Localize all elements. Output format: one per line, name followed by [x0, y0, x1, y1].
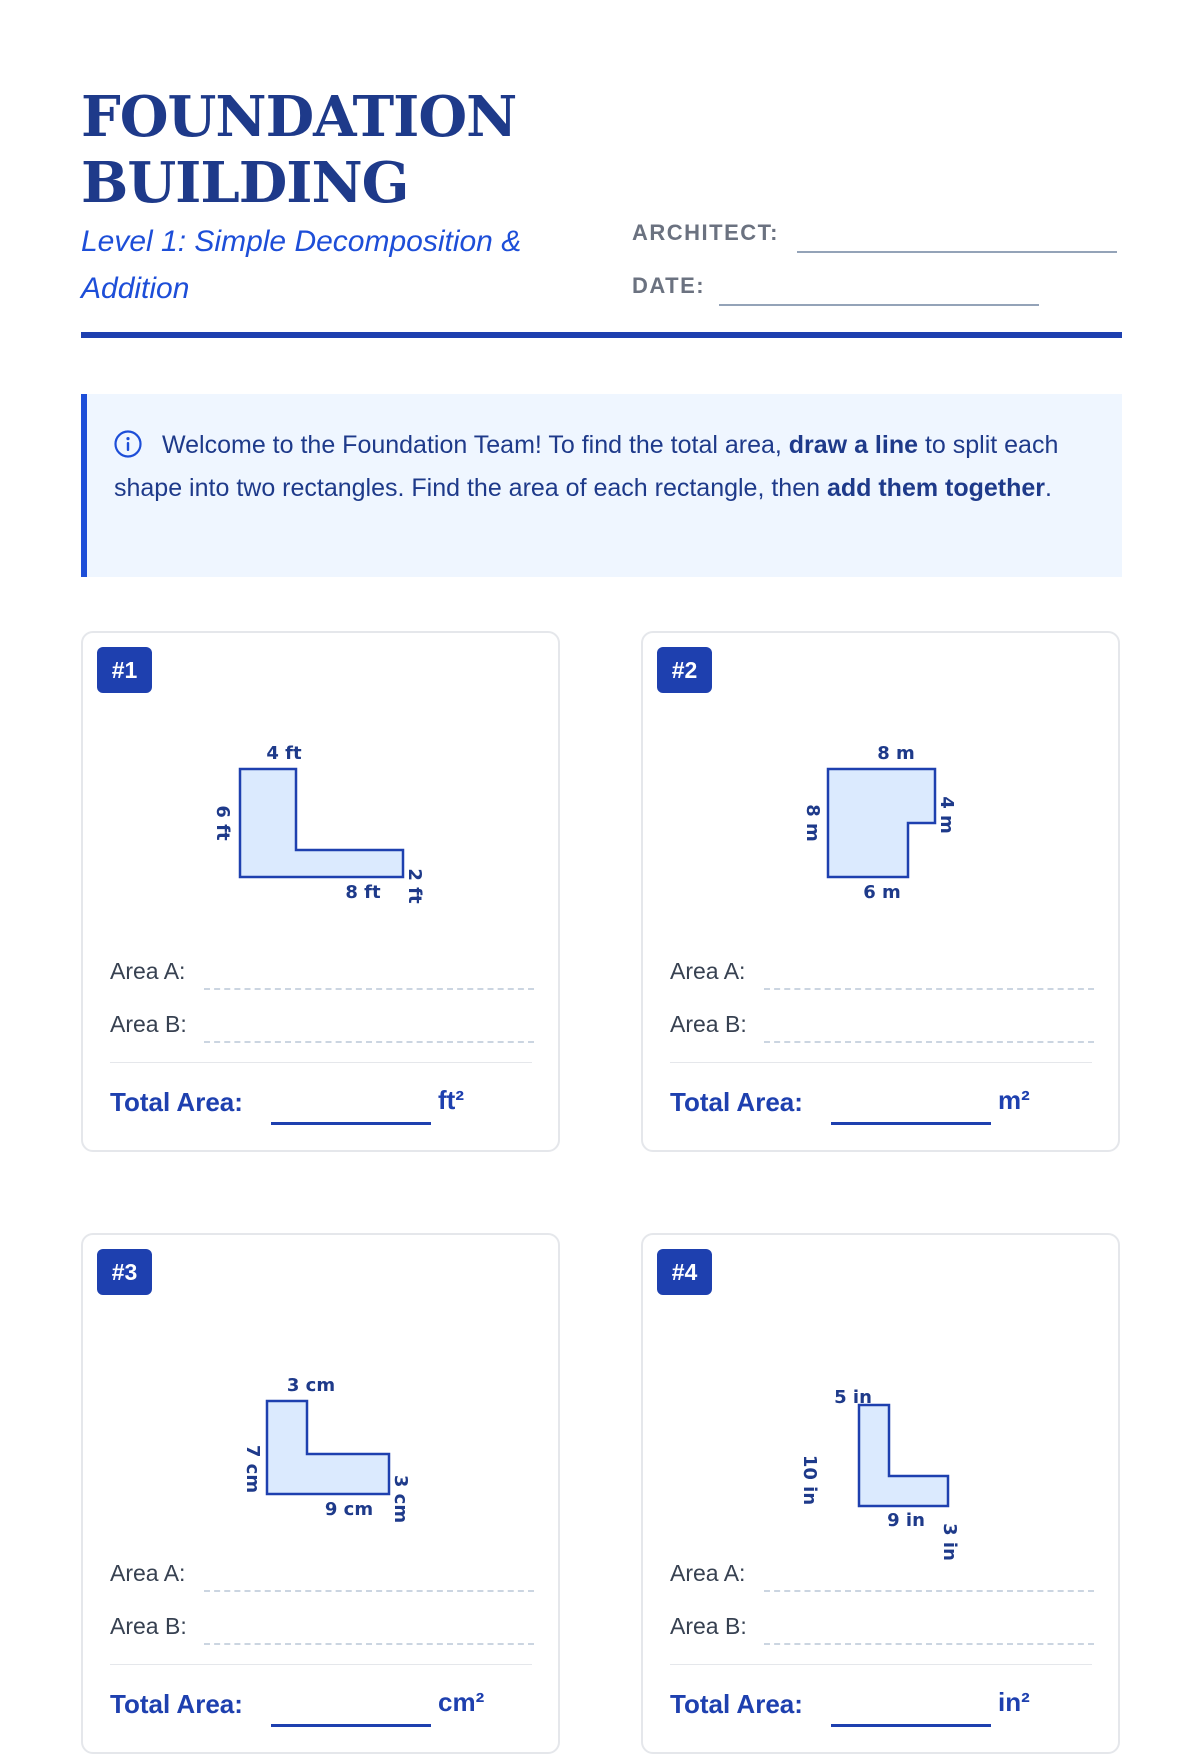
title-line-2: BUILDING — [81, 150, 409, 216]
area-a-label: Area A: — [670, 1560, 746, 1586]
area-b-answer-line[interactable] — [764, 1041, 1094, 1043]
total-area-label: Total Area: — [110, 1689, 243, 1719]
problem-card-3 — [81, 1233, 560, 1754]
instructions-bold-1: draw a line — [788, 431, 918, 459]
card-divider — [110, 1664, 532, 1665]
total-area-unit: in² — [998, 1687, 1030, 1717]
problem-card-1 — [81, 631, 560, 1152]
area-b-answer-line[interactable] — [204, 1041, 534, 1043]
total-area-answer-line[interactable] — [271, 1724, 431, 1727]
shape-figure — [643, 1295, 1118, 1561]
card-divider — [110, 1062, 532, 1063]
problem-number-badge: #1 — [97, 647, 152, 693]
info-circle-icon — [114, 430, 142, 458]
area-b-label: Area B: — [670, 1613, 747, 1639]
architect-input-line[interactable] — [797, 251, 1117, 253]
area-a-answer-line[interactable] — [204, 1590, 534, 1592]
area-b-label: Area B: — [670, 1011, 747, 1037]
floor-plan-shape — [859, 1405, 948, 1506]
total-area-unit: cm² — [438, 1687, 485, 1717]
total-area-unit: ft² — [438, 1085, 464, 1115]
shape-figure — [83, 1295, 558, 1535]
area-a-label: Area A: — [110, 1560, 186, 1586]
instructions-text-3: . — [1045, 474, 1052, 502]
page-title — [81, 84, 516, 216]
problem-number-badge: #3 — [97, 1249, 152, 1295]
area-a-label: Area A: — [110, 958, 186, 984]
architect-label: ARCHITECT: — [632, 220, 779, 245]
dimension-label-left: 6 ft — [212, 805, 233, 841]
problem-card-4 — [641, 1233, 1120, 1754]
instructions-bold-2: add them together — [826, 474, 1046, 502]
l-shape-diagram — [83, 1295, 558, 1535]
total-area-answer-line[interactable] — [831, 1122, 991, 1125]
problem-number-badge: #4 — [657, 1249, 712, 1295]
total-area-answer-line[interactable] — [271, 1122, 431, 1125]
shape-figure — [83, 693, 558, 933]
problem-card-2 — [641, 631, 1120, 1152]
area-a-answer-line[interactable] — [764, 1590, 1094, 1592]
floor-plan-shape — [828, 769, 935, 877]
dimension-label-right: 2 ft — [404, 868, 425, 904]
problem-number-badge: #2 — [657, 647, 712, 693]
instructions-text-1: Welcome to the Foundation Team! To find the total area, — [162, 431, 789, 459]
header-divider — [81, 332, 1122, 338]
dimension-label-top: 4 ft — [266, 743, 302, 764]
card-divider — [670, 1062, 1092, 1063]
dimension-label-bottom: 6 m — [863, 882, 901, 903]
title-line-1: FOUNDATION — [81, 84, 517, 150]
total-area-label: Total Area: — [670, 1689, 803, 1719]
dimension-label-left: 8 m — [802, 804, 823, 842]
floor-plan-shape — [267, 1401, 389, 1494]
area-b-answer-line[interactable] — [204, 1643, 534, 1645]
date-input-line[interactable] — [719, 304, 1039, 306]
dimension-label-top: 3 cm — [286, 1375, 336, 1396]
dimension-label-top: 5 in — [834, 1387, 872, 1408]
area-a-answer-line[interactable] — [204, 988, 534, 990]
area-b-answer-line[interactable] — [764, 1643, 1094, 1645]
dimension-label-left: 7 cm — [242, 1444, 263, 1494]
total-area-unit: m² — [998, 1085, 1030, 1115]
dimension-label-right: 3 cm — [390, 1474, 411, 1524]
dimension-label-right: 3 in — [939, 1523, 960, 1561]
dimension-label-bottom: 9 in — [887, 1510, 925, 1531]
shape-figure — [643, 693, 1118, 933]
dimension-label-bottom: 9 cm — [324, 1499, 374, 1520]
date-label: DATE: — [632, 273, 706, 298]
total-area-label: Total Area: — [110, 1087, 243, 1117]
dimension-label-right: 4 m — [936, 796, 957, 834]
area-b-label: Area B: — [110, 1011, 187, 1037]
area-b-label: Area B: — [110, 1613, 187, 1639]
instructions-text-2: to split each shape into two rectangles. Find the area of each rectangle, then — [114, 431, 1059, 502]
dimension-label-top: 8 m — [877, 743, 915, 764]
total-area-answer-line[interactable] — [831, 1724, 991, 1727]
card-divider — [670, 1664, 1092, 1665]
dimension-label-left: 10 in — [799, 1454, 820, 1506]
page-subtitle: Level 1: Simple Decomposition & Addition — [81, 225, 522, 305]
instructions-box — [81, 394, 1122, 577]
l-shape-diagram — [643, 1295, 1118, 1561]
area-a-label: Area A: — [670, 958, 746, 984]
worksheet-header — [81, 84, 1122, 340]
floor-plan-shape — [240, 769, 403, 877]
dimension-label-bottom: 8 ft — [345, 882, 381, 903]
area-a-answer-line[interactable] — [764, 988, 1094, 990]
total-area-label: Total Area: — [670, 1087, 803, 1117]
l-shape-diagram — [643, 693, 1118, 933]
l-shape-diagram — [83, 693, 558, 933]
